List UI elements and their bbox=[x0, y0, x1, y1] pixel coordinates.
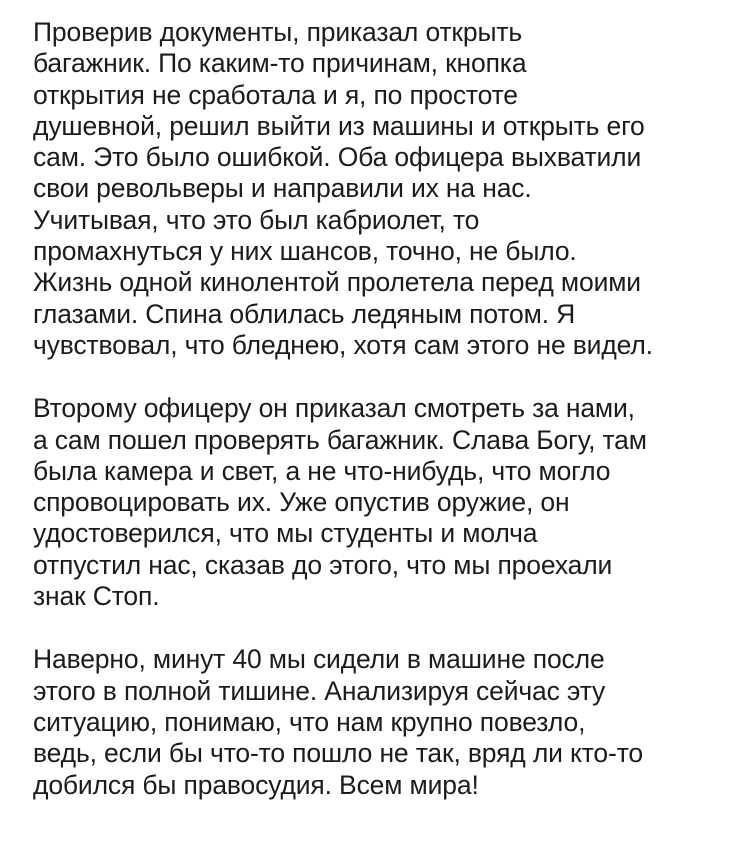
text-line: багажник. По каким-то причинам, кнопка bbox=[33, 48, 527, 79]
text-line: добился бы правосудия. Всем мира! bbox=[33, 769, 479, 800]
paragraph-1 bbox=[33, 17, 733, 361]
text-line: удостоверился, что мы студенты и молча bbox=[33, 518, 538, 549]
text-line: ведь, если бы что-то пошло не так, вряд ли кто-то bbox=[33, 738, 643, 769]
text-line: Наверно, минут 40 мы сидели в машине после bbox=[33, 644, 605, 675]
text-line: знак Стоп. bbox=[33, 581, 160, 612]
text-line: Проверив документы, приказал открыть bbox=[33, 17, 523, 47]
text-line: ситуацию, понимаю, что нам крупно повезло, bbox=[33, 706, 586, 737]
text-line: спровоцировать их. Уже опустив оружие, он bbox=[33, 487, 570, 518]
text-line: свои револьверы и направили их на нас. bbox=[33, 173, 532, 204]
text-line: Жизнь одной кинолентой пролетела перед моими bbox=[33, 267, 641, 298]
text-line: душевной, решил выйти из машины и открыть его bbox=[33, 110, 645, 141]
text-line: а сам пошел проверять багажник. Слава Богу, там bbox=[33, 424, 647, 455]
paragraph-2 bbox=[33, 393, 733, 612]
post-text bbox=[33, 17, 733, 833]
text-line: сам. Это было ошибкой. Оба офицера выхватили bbox=[33, 142, 642, 173]
text-line: Учитывая, что это был кабриолет, то bbox=[33, 204, 480, 235]
text-line: этого в полной тишине. Анализируя сейчас эту bbox=[33, 675, 606, 706]
text-line: чувствовал, что бледнею, хотя сам этого не видел. bbox=[33, 329, 653, 360]
text-line: Второму офицеру он приказал смотреть за нами, bbox=[33, 393, 635, 424]
text-line: была камера и свет, а не что-нибудь, что могло bbox=[33, 455, 611, 486]
text-line: открытия не сработала и я, по простоте bbox=[33, 79, 518, 110]
text-line: отпустил нас, сказав до этого, что мы проехали bbox=[33, 549, 613, 580]
paragraph-3 bbox=[33, 644, 733, 800]
text-line: промахнуться у них шансов, точно, не было. bbox=[33, 236, 577, 267]
text-line: глазами. Спина облилась ледяным потом. Я bbox=[33, 298, 576, 329]
